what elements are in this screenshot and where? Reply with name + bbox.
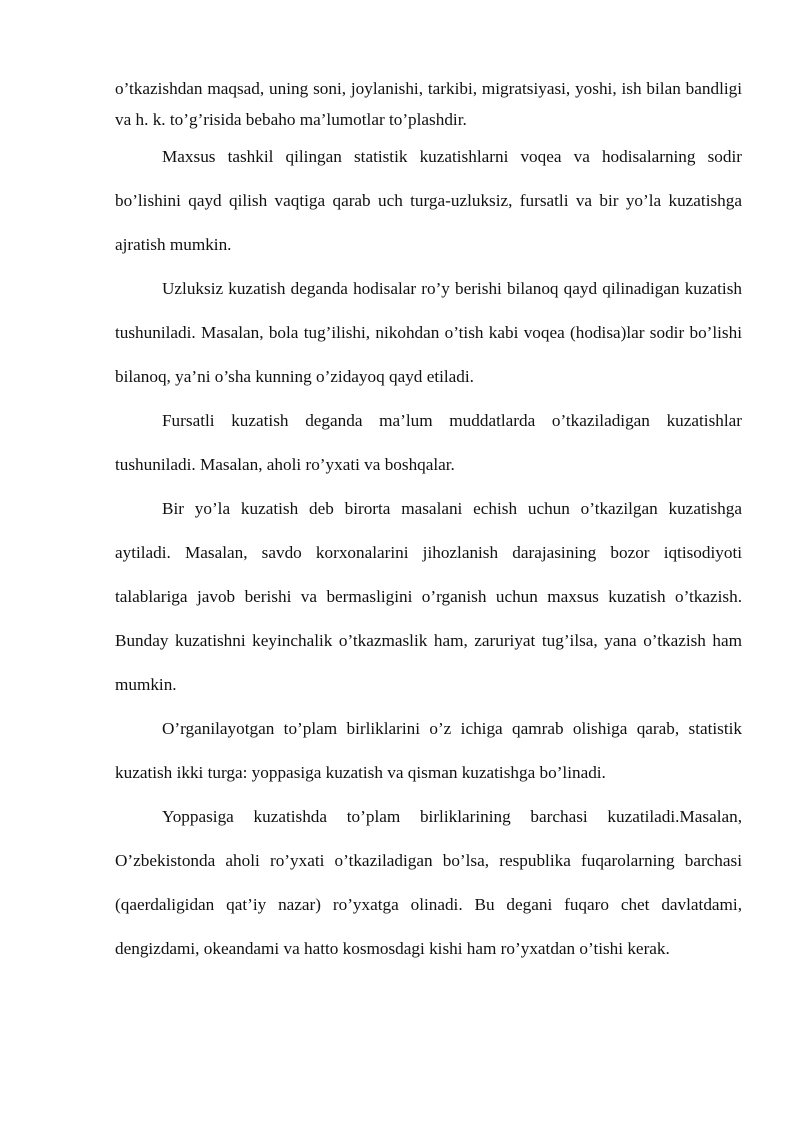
document-page xyxy=(115,73,742,971)
paragraph-4: Fursatli kuzatish deganda ma’lum muddatlarda o’tkaziladigan kuzatishlar tushuniladi. Masalan, aholi ro’yxati va boshqalar. xyxy=(115,411,742,474)
paragraph-5: Bir yo’la kuzatish deb birorta masalani echish uchun o’tkazilgan kuzatishga aytiladi. Masalan, savdo korxonalarini jihozlanish darajasining bozor iqtisodiyoti talablariga javob berishi va bermasligini o’rganish uchun maxsus kuzatish o’tkazish. Bunday kuzatishni keyinchalik o’tkazmaslik ham, zaruriyat tug’ilsa, yana o’tkazish ham mumkin. xyxy=(115,499,742,694)
paragraph-7: Yoppasiga kuzatishda to’plam birliklarining barchasi kuzatiladi.Masalan, O’zbekistonda aholi ro’yxati o’tkaziladigan bo’lsa, respublika fuqarolarning barchasi (qaerdaligidan qat’iy nazar) ro’yxatga olinadi. Bu degani fuqaro chet davlatdami, dengizdami, okeandami va hatto kosmosdagi kishi ham ro’yxatdan o’tishi kerak. xyxy=(115,807,742,958)
paragraph-6: O’rganilayotgan to’plam birliklarini o’z ichiga qamrab olishiga qarab, statistik kuzatish ikki turga: yoppasiga kuzatish va qisman kuzatishga bo’linadi. xyxy=(115,719,742,782)
paragraph-3: Uzluksiz kuzatish deganda hodisalar ro’y berishi bilanoq qayd qilinadigan kuzatish tushuniladi. Masalan, bola tug’ilishi, nikohdan o’tish kabi voqea (hodisa)lar sodir bo’lishi bilanoq, ya’ni o’sha kunning o’zidayoq qayd etiladi. xyxy=(115,279,742,386)
paragraph-1: o’tkazishdan maqsad, uning soni, joylanishi, tarkibi, migratsiyasi, yoshi, ish bilan bandligi va h. k. to’g’risida bebaho ma’lumotlar to’plashdir. xyxy=(115,79,742,129)
paragraph-2: Maxsus tashkil qilingan statistik kuzatishlarni voqea va hodisalarning sodir bo’lishini qayd qilish vaqtiga qarab uch turga-uzluksiz, fursatli va bir yo’la kuzatishga ajratish mumkin. xyxy=(115,147,742,254)
